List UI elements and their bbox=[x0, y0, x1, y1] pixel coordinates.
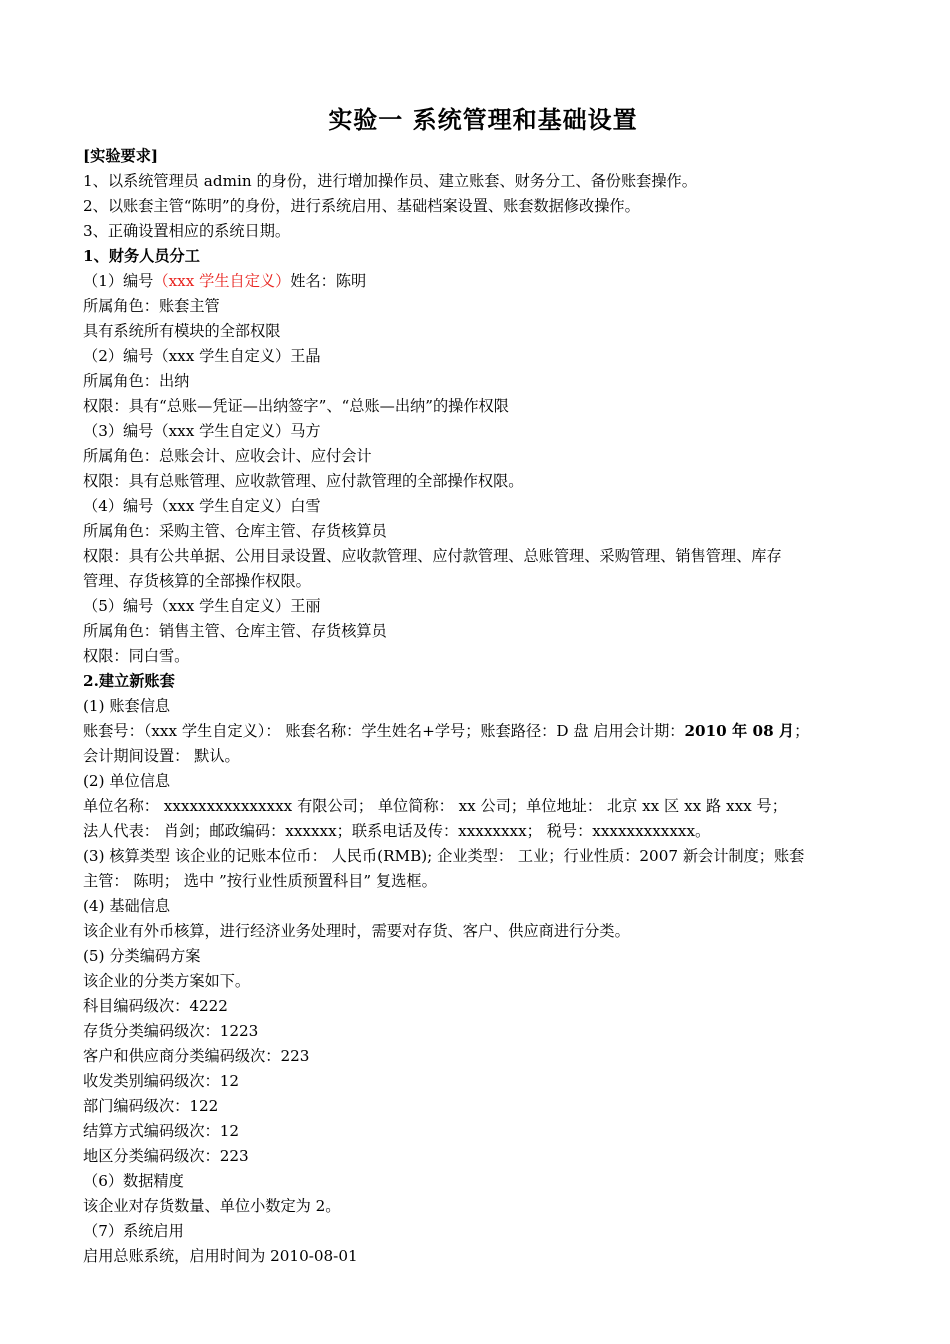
account-info-line bbox=[83, 719, 883, 744]
page-title: 实验一 系统管理和基础设置 bbox=[328, 105, 638, 134]
document-page bbox=[83, 100, 883, 1269]
requirement-item: 1、以系统管理员 admin 的身份，进行增加操作员、建立账套、财务分工、备份账套操作。 bbox=[83, 172, 697, 190]
precision-label: （6）数据精度 bbox=[83, 1172, 184, 1190]
section2-heading: 2.建立新账套 bbox=[83, 672, 175, 690]
requirement-item: 2、以账套主管“陈明”的身份，进行系统启用、基础档案设置、账套数据修改操作。 bbox=[83, 197, 640, 215]
requirements-heading: [实验要求] bbox=[83, 147, 159, 165]
unit-info-line: 单位名称： xxxxxxxxxxxxxxx 有限公司； 单位简称： xx 公司；单位地址： 北京 xx 区 xx 路 xxx 号； bbox=[83, 797, 787, 815]
staff-1-permission: 具有系统所有模块的全部权限 bbox=[83, 322, 281, 340]
basic-info-label: (4) 基础信息 bbox=[83, 897, 171, 915]
staff-4-permission-cont: 管理、存货核算的全部操作权限。 bbox=[83, 572, 311, 590]
staff-2-permission: 权限：具有“总账—凭证—出纳签字”、“总账—出纳”的操作权限 bbox=[83, 397, 509, 415]
coding-intro: 该企业的分类方案如下。 bbox=[83, 972, 251, 990]
staff-5-head: （5）编号（xxx 学生自定义）王丽 bbox=[83, 597, 321, 615]
requirement-item: 3、正确设置相应的系统日期。 bbox=[83, 222, 291, 240]
enable-text: 启用总账系统，启用时间为 2010-08-01 bbox=[83, 1247, 358, 1265]
coding-item: 地区分类编码级次：223 bbox=[83, 1147, 249, 1165]
unit-info-label: (2) 单位信息 bbox=[83, 772, 171, 790]
staff-1-role: 所属角色：账套主管 bbox=[83, 297, 220, 315]
staff-5-role: 所属角色：销售主管、仓库主管、存货核算员 bbox=[83, 622, 387, 640]
staff-4-head: （4）编号（xxx 学生自定义）白雪 bbox=[83, 497, 321, 515]
staff-1-name: 姓名：陈明 bbox=[290, 272, 367, 290]
unit-info-line: 法人代表： 肖剑；邮政编码：xxxxxx；联系电话及传：xxxxxxxx； 税号：xxxxxxxxxxxx。 bbox=[83, 822, 711, 840]
coding-item: 部门编码级次：122 bbox=[83, 1097, 219, 1115]
staff-4-role: 所属角色：采购主管、仓库主管、存货核算员 bbox=[83, 522, 387, 540]
account-info-end: ； bbox=[794, 722, 810, 740]
coding-item: 结算方式编码级次：12 bbox=[83, 1122, 240, 1140]
start-period: 2010 年 08 月 bbox=[684, 722, 795, 740]
staff-2-role: 所属角色：出纳 bbox=[83, 372, 190, 390]
staff-2-head: （2）编号（xxx 学生自定义）王晶 bbox=[83, 347, 321, 365]
account-info-label: (1) 账套信息 bbox=[83, 697, 171, 715]
coding-item: 客户和供应商分类编码级次：223 bbox=[83, 1047, 310, 1065]
staff-1-head bbox=[83, 269, 883, 294]
staff-1-prefix: （1）编号 bbox=[83, 272, 154, 290]
coding-label: (5) 分类编码方案 bbox=[83, 947, 201, 965]
section1-heading: 1、财务人员分工 bbox=[83, 247, 200, 265]
core-type-line: 主管： 陈明； 选中 ”按行业性质预置科目” 复选框。 bbox=[83, 872, 437, 890]
coding-item: 存货分类编码级次：1223 bbox=[83, 1022, 259, 1040]
coding-item: 科目编码级次：4222 bbox=[83, 997, 228, 1015]
staff-1-id-highlight: （xxx 学生自定义） bbox=[153, 272, 291, 290]
staff-3-permission: 权限：具有总账管理、应收款管理、应付款管理的全部操作权限。 bbox=[83, 472, 524, 490]
staff-3-head: （3）编号（xxx 学生自定义）马方 bbox=[83, 422, 321, 440]
coding-item: 收发类别编码级次：12 bbox=[83, 1072, 240, 1090]
account-period-setting: 会计期间设置： 默认。 bbox=[83, 747, 240, 765]
staff-3-role: 所属角色：总账会计、应收会计、应付会计 bbox=[83, 447, 372, 465]
enable-label: （7）系统启用 bbox=[83, 1222, 184, 1240]
account-info-text: 账套号：（xxx 学生自定义）： 账套名称：学生姓名+学号；账套路径：D 盘 启用会计期： bbox=[83, 722, 685, 740]
core-type-line: (3) 核算类型 该企业的记账本位币： 人民币(RMB); 企业类型： 工业；行业性质：2007 新会计制度；账套 bbox=[83, 847, 805, 865]
precision-text: 该企业对存货数量、单位小数定为 2。 bbox=[83, 1197, 341, 1215]
basic-info-text: 该企业有外币核算，进行经济业务处理时，需要对存货、客户、供应商进行分类。 bbox=[83, 922, 630, 940]
staff-5-permission: 权限：同白雪。 bbox=[83, 647, 190, 665]
staff-4-permission: 权限：具有公共单据、公用目录设置、应收款管理、应付款管理、总账管理、采购管理、销售管理、库存 bbox=[83, 547, 782, 565]
